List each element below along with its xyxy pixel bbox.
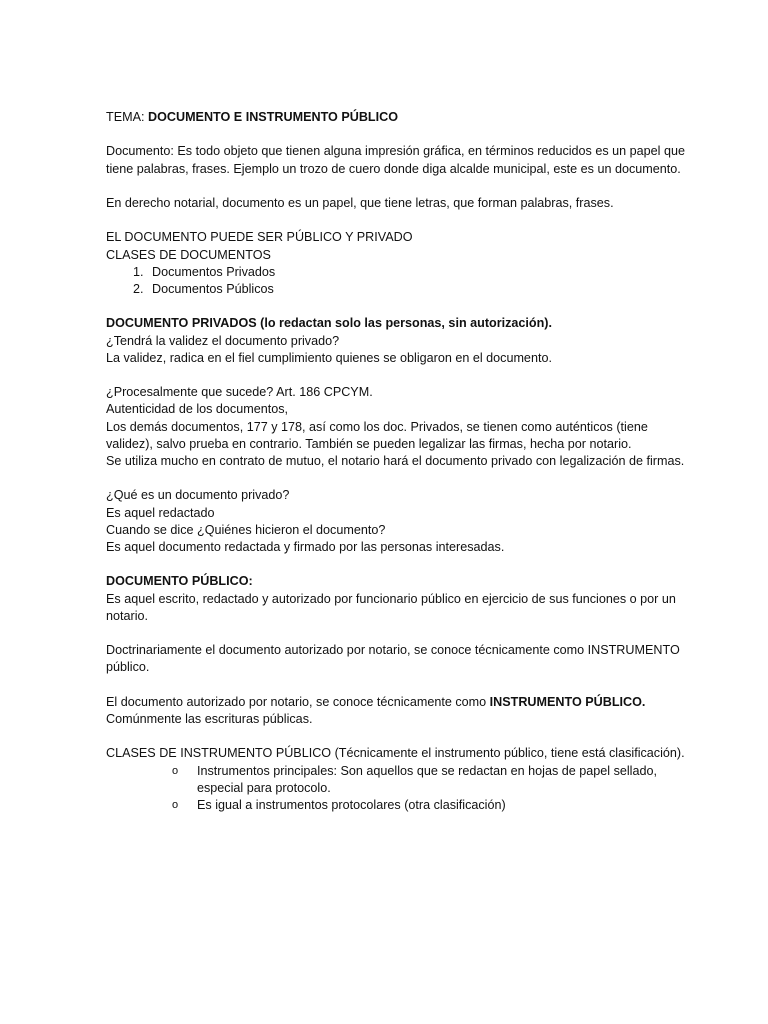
paragraph-es-aquel-escrito: Es aquel escrito, redactado y autorizado por funcionario público en ejercicio de sus funciones o por un notario.: [106, 591, 676, 623]
topic-title: DOCUMENTO E INSTRUMENTO PÚBLICO: [147, 110, 399, 124]
heading-documento-privados: DOCUMENTO PRIVADOS (lo redactan solo las personas, sin autorización).: [106, 316, 552, 331]
circle-bullet-icon: o: [172, 764, 179, 777]
instrumento-publico-emphasis: INSTRUMENTO PÚBLICO.: [489, 694, 646, 709]
line-clases-documentos: CLASES DE DOCUMENTOS: [106, 247, 271, 262]
paragraph-demas-documentos: Los demás documentos, 177 y 178, así como los doc. Privados, se tienen como auténticos (tiene validez), salvo prueba en contrario. También se pueden legalizar las firmas, hecha por notario.: [106, 419, 648, 451]
clases-list: [106, 264, 688, 298]
line-que-es: ¿Qué es un documento privado?: [106, 488, 290, 503]
paragraph-clases-instrumento: CLASES DE INSTRUMENTO PÚBLICO (Técnicamente el instrumento público, tiene está clasificación).: [106, 746, 685, 761]
list-text: Documentos Públicos: [152, 281, 274, 296]
list-item: [172, 763, 688, 797]
instrumentos-list: [106, 763, 688, 815]
circle-bullet-icon: o: [172, 798, 179, 811]
line-es-aquel-documento: Es aquel documento redactada y firmado por las personas interesadas.: [106, 539, 505, 554]
list-text: Es igual a instrumentos protocolares (otra clasificación): [197, 797, 506, 812]
list-text: Documentos Privados: [152, 264, 276, 279]
heading-documento-publico: DOCUMENTO PÚBLICO:: [106, 574, 253, 589]
paragraph-doctrinariamente: Doctrinariamente el documento autorizado por notario, se conoce técnicamente como INSTRUMENTO público.: [106, 643, 680, 675]
autorizado-text: El documento autorizado por notario, se conoce técnicamente como: [106, 694, 490, 709]
line-cuando-se-dice: Cuando se dice ¿Quiénes hicieron el documento?: [106, 522, 386, 537]
list-text: Instrumentos principales: Son aquellos que se redactan en hojas de papel sellado, especial para protocolo.: [197, 763, 657, 795]
paragraph-autorizado-notario: [106, 694, 688, 711]
list-number: 2.: [133, 281, 144, 296]
line-procesalmente: ¿Procesalmente que sucede? Art. 186 CPCYM.: [106, 385, 373, 400]
list-number: 1.: [133, 264, 144, 279]
line-comunmente: Comúnmente las escrituras públicas.: [106, 711, 313, 726]
paragraph-derecho-notarial: En derecho notarial, documento es un papel, que tiene letras, que forman palabras, frases.: [106, 195, 614, 210]
line-tendra-validez: ¿Tendrá la validez el documento privado?: [106, 333, 340, 348]
paragraph-documento: Documento: Es todo objeto que tienen alguna impresión gráfica, en términos reducidos es un papel que tiene palabras, frases. Ejemplo un trozo de cuero donde diga alcalde municipal, este es un documento.: [106, 144, 685, 176]
list-item: [133, 281, 688, 298]
topic-line: [106, 109, 688, 126]
paragraph-se-utiliza: Se utiliza mucho en contrato de mutuo, el notario hará el documento privado con legalización de firmas.: [106, 453, 685, 468]
list-item: [172, 797, 688, 814]
line-autenticidad: Autenticidad de los documentos,: [106, 402, 289, 417]
topic-label: TEMA:: [106, 110, 148, 124]
line-puede-ser: EL DOCUMENTO PUEDE SER PÚBLICO Y PRIVADO: [106, 230, 413, 245]
list-item: [133, 264, 688, 281]
line-validez: La validez, radica en el fiel cumplimiento quienes se obligaron en el documento.: [106, 350, 552, 365]
line-es-aquel: Es aquel redactado: [106, 505, 215, 520]
